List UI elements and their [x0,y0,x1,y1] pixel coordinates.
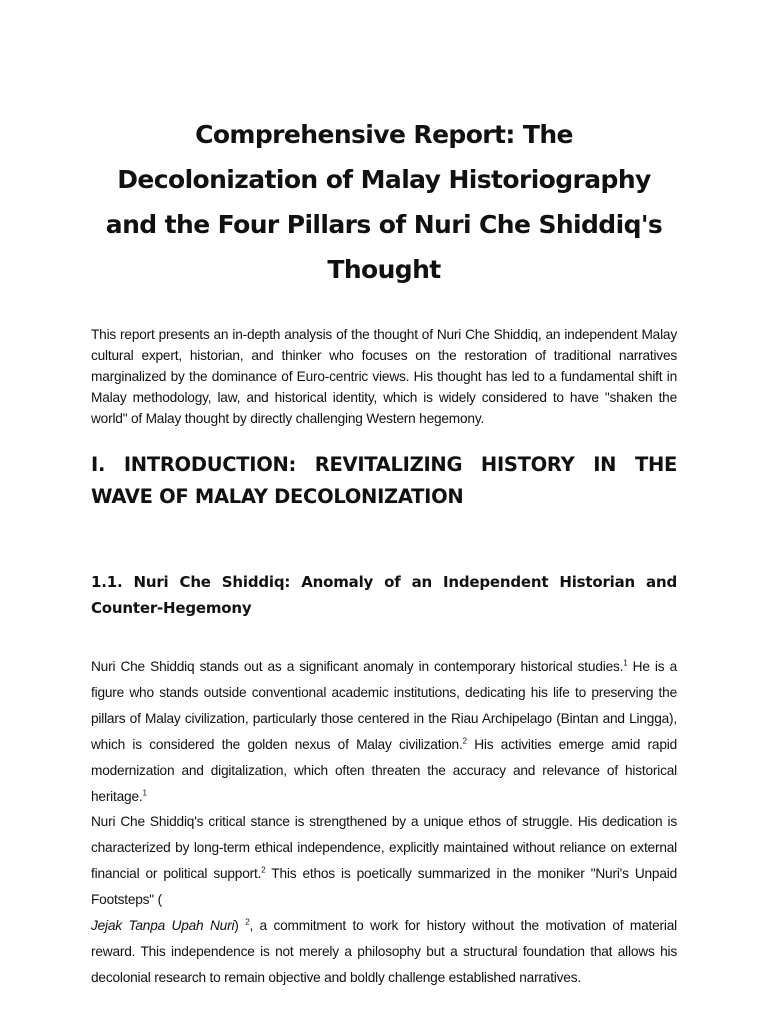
body-sentence: ) [234,918,246,934]
document-title: Comprehensive Report: The Decolonization of Malay Historiography and the Four Pillars of Nuri Che Shiddiq's Thought [105,120,663,284]
subsection-heading: 1.1. Nuri Che Shiddiq: Anomaly of an Independent Historian and Counter-Hegemony [91,573,677,617]
body-paragraph-1 [91,654,677,809]
document-page [91,112,677,985]
footnote-ref[interactable]: 1 [142,787,147,797]
intro-paragraph: This report presents an in-depth analysis of the thought of Nuri Che Shiddiq, an independent Malay cultural expert, historian, and thinker who focuses on the restoration of traditional narratives marginalized by the dominance of Euro-centric views. His thought has led to a fundamental shift in Malay methodology, law, and historical identity, which is widely considered to have "shaken the world" of Malay thought by directly challenging Western hegemony. [91,327,677,426]
body-sentence: He is a figure who stands outside conventional academic institutions, dedicating his life to preserving the pillars of Malay civilization, particularly those centered in the Riau Archipelago (Bintan and Lingga), which is considered the golden nexus of Malay civilization. [91,659,677,752]
body-sentence: His activities emerge amid rapid modernization and digitalization, which often threaten the accuracy and relevance of historical heritage. [91,736,677,804]
footnote-ref[interactable]: 2 [261,865,266,875]
body-sentence: , a commitment to work for history without the motivation of material reward. This independence is not merely a philosophy but a structural foundation that allows his decolonial research to remain objective and boldly challenge established narratives. [91,918,677,985]
body-sentence: Nuri Che Shiddiq stands out as a significant anomaly in contemporary historical studies. [91,659,624,674]
footnote-ref[interactable]: 1 [623,658,628,668]
body-paragraph-2 [91,809,677,990]
body-sentence: Nuri Che Shiddiq's critical stance is strengthened by a unique ethos of struggle. His dedication is characterized by long-term ethical independence, explicitly maintained without reliance on external financial or political support. [91,814,677,882]
section-heading: I. INTRODUCTION: REVITALIZING HISTORY IN THE WAVE OF MALAY DECOLONIZATION [91,453,677,508]
body-sentence: This ethos is poetically summarized in the moniker "Nuri's Unpaid Footsteps" ( [91,866,677,908]
italic-moniker: Jejak Tanpa Upah Nuri [91,918,235,934]
footnote-ref[interactable]: 2 [462,736,467,746]
body-text [91,654,677,991]
footnote-ref[interactable]: 2 [245,917,250,927]
